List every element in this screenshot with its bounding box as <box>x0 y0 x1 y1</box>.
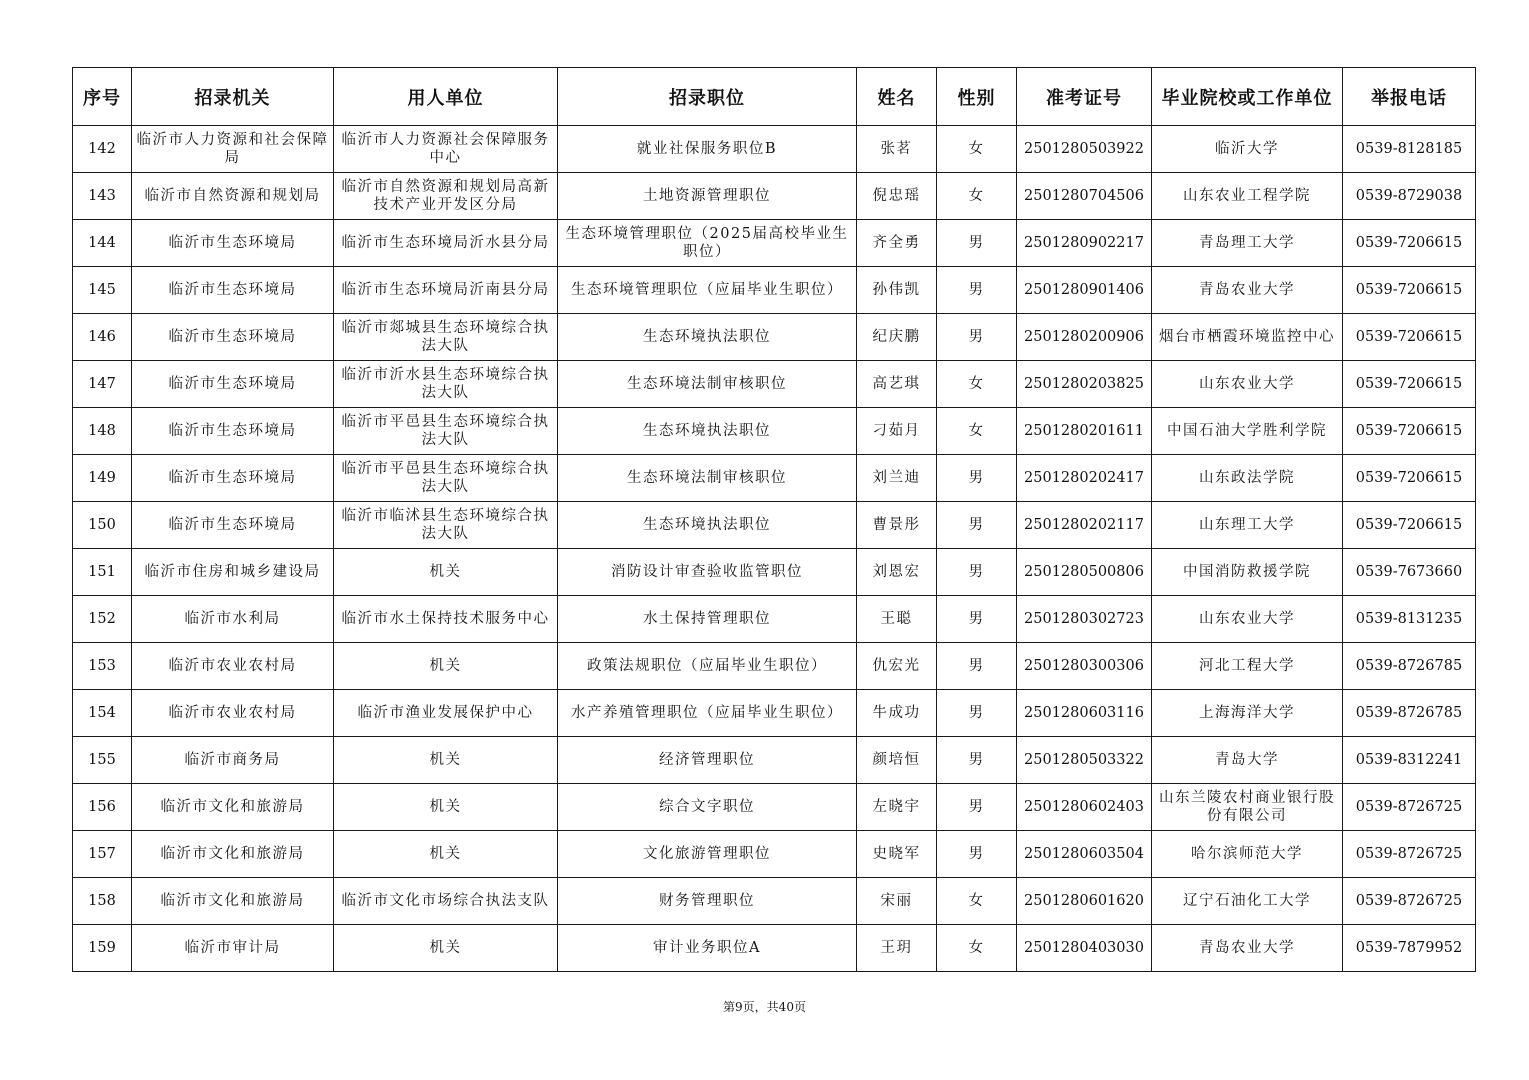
table-body <box>73 126 1476 972</box>
gender-cell: 男 <box>937 784 1017 831</box>
header-position: 招录职位 <box>558 68 857 126</box>
header-serial: 序号 <box>73 68 132 126</box>
agency-cell: 临沂市文化和旅游局 <box>132 878 334 925</box>
header-school: 毕业院校或工作单位 <box>1152 68 1343 126</box>
table-row <box>73 831 1476 878</box>
table-row <box>73 878 1476 925</box>
employer-cell: 临沂市平邑县生态环境综合执法大队 <box>334 455 558 502</box>
employer-cell: 临沂市郯城县生态环境综合执法大队 <box>334 314 558 361</box>
phone-cell: 0539-7206615 <box>1343 314 1476 361</box>
header-exam-number: 准考证号 <box>1017 68 1152 126</box>
employer-cell: 机关 <box>334 784 558 831</box>
phone-cell: 0539-7206615 <box>1343 455 1476 502</box>
name-cell: 齐全勇 <box>857 220 937 267</box>
table-row <box>73 596 1476 643</box>
exam-number-cell: 2501280203825 <box>1017 361 1152 408</box>
serial-cell: 145 <box>73 267 132 314</box>
school-cell: 山东农业工程学院 <box>1152 173 1343 220</box>
serial-cell: 157 <box>73 831 132 878</box>
name-cell: 牛成功 <box>857 690 937 737</box>
employer-cell: 临沂市沂水县生态环境综合执法大队 <box>334 361 558 408</box>
table-row <box>73 690 1476 737</box>
serial-cell: 151 <box>73 549 132 596</box>
phone-cell: 0539-8128185 <box>1343 126 1476 173</box>
agency-cell: 临沂市审计局 <box>132 925 334 972</box>
serial-cell: 150 <box>73 502 132 549</box>
name-cell: 曹景彤 <box>857 502 937 549</box>
position-cell: 土地资源管理职位 <box>558 173 857 220</box>
exam-number-cell: 2501280403030 <box>1017 925 1152 972</box>
exam-number-cell: 2501280602403 <box>1017 784 1152 831</box>
table-row <box>73 737 1476 784</box>
gender-cell: 男 <box>937 314 1017 361</box>
header-row <box>73 68 1476 126</box>
gender-cell: 男 <box>937 596 1017 643</box>
employer-cell: 机关 <box>334 831 558 878</box>
gender-cell: 女 <box>937 361 1017 408</box>
position-cell: 生态环境管理职位（应届毕业生职位） <box>558 267 857 314</box>
school-cell: 青岛农业大学 <box>1152 267 1343 314</box>
table-row <box>73 925 1476 972</box>
phone-cell: 0539-7879952 <box>1343 925 1476 972</box>
serial-cell: 142 <box>73 126 132 173</box>
agency-cell: 临沂市生态环境局 <box>132 314 334 361</box>
phone-cell: 0539-7206615 <box>1343 267 1476 314</box>
serial-cell: 154 <box>73 690 132 737</box>
header-agency: 招录机关 <box>132 68 334 126</box>
exam-number-cell: 2501280901406 <box>1017 267 1152 314</box>
position-cell: 经济管理职位 <box>558 737 857 784</box>
phone-cell: 0539-8726725 <box>1343 784 1476 831</box>
position-cell: 水产养殖管理职位（应届毕业生职位） <box>558 690 857 737</box>
school-cell: 哈尔滨师范大学 <box>1152 831 1343 878</box>
employer-cell: 临沂市人力资源社会保障服务中心 <box>334 126 558 173</box>
table-row <box>73 549 1476 596</box>
gender-cell: 男 <box>937 220 1017 267</box>
phone-cell: 0539-8729038 <box>1343 173 1476 220</box>
serial-cell: 153 <box>73 643 132 690</box>
school-cell: 山东理工大学 <box>1152 502 1343 549</box>
position-cell: 审计业务职位A <box>558 925 857 972</box>
position-cell: 消防设计审查验收监管职位 <box>558 549 857 596</box>
employer-cell: 机关 <box>334 549 558 596</box>
name-cell: 刘恩宏 <box>857 549 937 596</box>
header-phone: 举报电话 <box>1343 68 1476 126</box>
agency-cell: 临沂市农业农村局 <box>132 643 334 690</box>
employer-cell: 临沂市水土保持技术服务中心 <box>334 596 558 643</box>
school-cell: 青岛农业大学 <box>1152 925 1343 972</box>
gender-cell: 男 <box>937 737 1017 784</box>
position-cell: 文化旅游管理职位 <box>558 831 857 878</box>
agency-cell: 临沂市生态环境局 <box>132 361 334 408</box>
serial-cell: 156 <box>73 784 132 831</box>
position-cell: 综合文字职位 <box>558 784 857 831</box>
name-cell: 王聪 <box>857 596 937 643</box>
school-cell: 山东兰陵农村商业银行股份有限公司 <box>1152 784 1343 831</box>
agency-cell: 临沂市住房和城乡建设局 <box>132 549 334 596</box>
gender-cell: 男 <box>937 267 1017 314</box>
school-cell: 中国石油大学胜利学院 <box>1152 408 1343 455</box>
phone-cell: 0539-8312241 <box>1343 737 1476 784</box>
roster-table <box>72 67 1476 972</box>
name-cell: 左晓宇 <box>857 784 937 831</box>
serial-cell: 148 <box>73 408 132 455</box>
school-cell: 青岛理工大学 <box>1152 220 1343 267</box>
serial-cell: 152 <box>73 596 132 643</box>
gender-cell: 女 <box>937 925 1017 972</box>
employer-cell: 临沂市生态环境局沂水县分局 <box>334 220 558 267</box>
school-cell: 山东政法学院 <box>1152 455 1343 502</box>
position-cell: 生态环境法制审核职位 <box>558 361 857 408</box>
employer-cell: 机关 <box>334 737 558 784</box>
agency-cell: 临沂市文化和旅游局 <box>132 831 334 878</box>
agency-cell: 临沂市生态环境局 <box>132 267 334 314</box>
exam-number-cell: 2501280202417 <box>1017 455 1152 502</box>
serial-cell: 146 <box>73 314 132 361</box>
agency-cell: 临沂市生态环境局 <box>132 455 334 502</box>
position-cell: 财务管理职位 <box>558 878 857 925</box>
employer-cell: 临沂市生态环境局沂南县分局 <box>334 267 558 314</box>
table-row <box>73 455 1476 502</box>
school-cell: 烟台市栖霞环境监控中心 <box>1152 314 1343 361</box>
serial-cell: 158 <box>73 878 132 925</box>
phone-cell: 0539-8131235 <box>1343 596 1476 643</box>
gender-cell: 男 <box>937 455 1017 502</box>
school-cell: 辽宁石油化工大学 <box>1152 878 1343 925</box>
school-cell: 临沂大学 <box>1152 126 1343 173</box>
serial-cell: 149 <box>73 455 132 502</box>
exam-number-cell: 2501280202117 <box>1017 502 1152 549</box>
school-cell: 青岛大学 <box>1152 737 1343 784</box>
agency-cell: 临沂市农业农村局 <box>132 690 334 737</box>
name-cell: 仇宏光 <box>857 643 937 690</box>
name-cell: 史晓军 <box>857 831 937 878</box>
phone-cell: 0539-7673660 <box>1343 549 1476 596</box>
phone-cell: 0539-8726725 <box>1343 878 1476 925</box>
phone-cell: 0539-7206615 <box>1343 220 1476 267</box>
gender-cell: 女 <box>937 173 1017 220</box>
employer-cell: 临沂市自然资源和规划局高新技术产业开发区分局 <box>334 173 558 220</box>
name-cell: 宋丽 <box>857 878 937 925</box>
position-cell: 生态环境管理职位（2025届高校毕业生职位） <box>558 220 857 267</box>
table-row <box>73 361 1476 408</box>
table-row <box>73 784 1476 831</box>
serial-cell: 147 <box>73 361 132 408</box>
employer-cell: 临沂市临沭县生态环境综合执法大队 <box>334 502 558 549</box>
exam-number-cell: 2501280201611 <box>1017 408 1152 455</box>
table-row <box>73 220 1476 267</box>
gender-cell: 男 <box>937 831 1017 878</box>
serial-cell: 159 <box>73 925 132 972</box>
phone-cell: 0539-8726785 <box>1343 690 1476 737</box>
exam-number-cell: 2501280302723 <box>1017 596 1152 643</box>
employer-cell: 机关 <box>334 643 558 690</box>
table-row <box>73 126 1476 173</box>
exam-number-cell: 2501280704506 <box>1017 173 1152 220</box>
name-cell: 颜培恒 <box>857 737 937 784</box>
exam-number-cell: 2501280503322 <box>1017 737 1152 784</box>
position-cell: 水土保持管理职位 <box>558 596 857 643</box>
position-cell: 政策法规职位（应届毕业生职位） <box>558 643 857 690</box>
position-cell: 生态环境执法职位 <box>558 408 857 455</box>
name-cell: 王玥 <box>857 925 937 972</box>
name-cell: 倪忠瑶 <box>857 173 937 220</box>
agency-cell: 临沂市自然资源和规划局 <box>132 173 334 220</box>
exam-number-cell: 2501280500806 <box>1017 549 1152 596</box>
gender-cell: 男 <box>937 549 1017 596</box>
gender-cell: 男 <box>937 502 1017 549</box>
position-cell: 生态环境法制审核职位 <box>558 455 857 502</box>
gender-cell: 男 <box>937 643 1017 690</box>
school-cell: 中国消防救援学院 <box>1152 549 1343 596</box>
exam-number-cell: 2501280200906 <box>1017 314 1152 361</box>
name-cell: 孙伟凯 <box>857 267 937 314</box>
position-cell: 生态环境执法职位 <box>558 502 857 549</box>
header-gender: 性别 <box>937 68 1017 126</box>
gender-cell: 女 <box>937 408 1017 455</box>
phone-cell: 0539-7206615 <box>1343 408 1476 455</box>
serial-cell: 155 <box>73 737 132 784</box>
employer-cell: 临沂市渔业发展保护中心 <box>334 690 558 737</box>
table-row <box>73 173 1476 220</box>
employer-cell: 临沂市平邑县生态环境综合执法大队 <box>334 408 558 455</box>
agency-cell: 临沂市生态环境局 <box>132 502 334 549</box>
name-cell: 纪庆鹏 <box>857 314 937 361</box>
gender-cell: 女 <box>937 126 1017 173</box>
phone-cell: 0539-7206615 <box>1343 361 1476 408</box>
phone-cell: 0539-8726785 <box>1343 643 1476 690</box>
name-cell: 刘兰迪 <box>857 455 937 502</box>
agency-cell: 临沂市人力资源和社会保障局 <box>132 126 334 173</box>
name-cell: 张茗 <box>857 126 937 173</box>
exam-number-cell: 2501280601620 <box>1017 878 1152 925</box>
header-name: 姓名 <box>857 68 937 126</box>
header-employer: 用人单位 <box>334 68 558 126</box>
exam-number-cell: 2501280603504 <box>1017 831 1152 878</box>
table-row <box>73 314 1476 361</box>
serial-cell: 144 <box>73 220 132 267</box>
name-cell: 刁茹月 <box>857 408 937 455</box>
page-number: 第9页，共40页 <box>723 1000 806 1014</box>
gender-cell: 男 <box>937 690 1017 737</box>
phone-cell: 0539-8726725 <box>1343 831 1476 878</box>
exam-number-cell: 2501280503922 <box>1017 126 1152 173</box>
agency-cell: 临沂市商务局 <box>132 737 334 784</box>
table-row <box>73 267 1476 314</box>
exam-number-cell: 2501280902217 <box>1017 220 1152 267</box>
school-cell: 山东农业大学 <box>1152 361 1343 408</box>
agency-cell: 临沂市生态环境局 <box>132 220 334 267</box>
table-row <box>73 502 1476 549</box>
position-cell: 生态环境执法职位 <box>558 314 857 361</box>
agency-cell: 临沂市水利局 <box>132 596 334 643</box>
agency-cell: 临沂市生态环境局 <box>132 408 334 455</box>
table-row <box>73 408 1476 455</box>
gender-cell: 女 <box>937 878 1017 925</box>
employer-cell: 临沂市文化市场综合执法支队 <box>334 878 558 925</box>
school-cell: 上海海洋大学 <box>1152 690 1343 737</box>
table-row <box>73 643 1476 690</box>
serial-cell: 143 <box>73 173 132 220</box>
phone-cell: 0539-7206615 <box>1343 502 1476 549</box>
exam-number-cell: 2501280300306 <box>1017 643 1152 690</box>
school-cell: 山东农业大学 <box>1152 596 1343 643</box>
exam-number-cell: 2501280603116 <box>1017 690 1152 737</box>
position-cell: 就业社保服务职位B <box>558 126 857 173</box>
employer-cell: 机关 <box>334 925 558 972</box>
name-cell: 高艺琪 <box>857 361 937 408</box>
agency-cell: 临沂市文化和旅游局 <box>132 784 334 831</box>
school-cell: 河北工程大学 <box>1152 643 1343 690</box>
